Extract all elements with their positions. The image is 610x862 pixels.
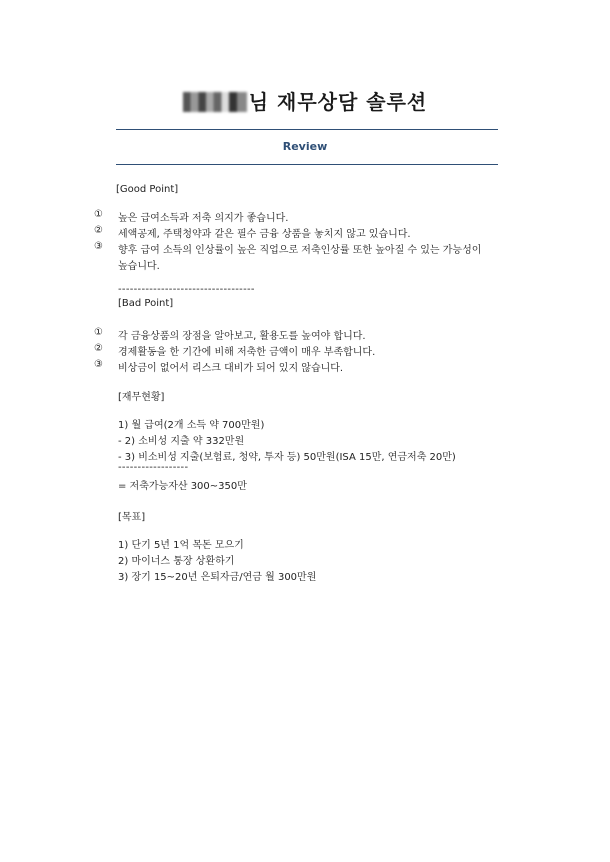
good-item-2-text: 세액공제, 주택청약과 같은 필수 금융 상품을 놓치지 않고 있습니다.: [118, 229, 411, 240]
good-item-1-text: 높은 급여소득과 저축 의지가 좋습니다.: [118, 213, 289, 224]
good-item-2-number: ②: [94, 225, 103, 236]
good-item-3-number: ③: [94, 241, 103, 252]
redacted-name: [183, 92, 247, 112]
finance-line-2: - 2) 소비성 지출 약 332만원: [118, 436, 245, 447]
good-item-1-number: ①: [94, 209, 103, 220]
page-title: [0, 86, 610, 115]
goals-heading: [목표]: [118, 512, 146, 523]
title-text: 님 재무상담 솔루션: [248, 90, 428, 114]
bottom-rule: [116, 164, 498, 165]
section-divider: -----------------------------------: [118, 284, 255, 295]
bad-item-3-number: ③: [94, 359, 103, 370]
top-rule: [116, 129, 498, 130]
bad-item-2-number: ②: [94, 343, 103, 354]
finance-line-3: - 3) 비소비성 지출(보험료, 청약, 투자 등) 50만원(ISA 15만, 연금저축 20만): [118, 452, 456, 463]
goal-line-1: 1) 단기 5년 1억 목돈 모으기: [118, 540, 244, 551]
good-item-3-text: 향후 급여 소득의 인상률이 높은 직업으로 저축인상률 또한 높아질 수 있는 가능성이: [118, 245, 482, 256]
bad-item-1-number: ①: [94, 327, 103, 338]
bad-item-2-text: 경제활동을 한 기간에 비해 저축한 금액이 매우 부족합니다.: [118, 347, 376, 358]
finance-line-1: 1) 월 급여(2개 소득 약 700만원): [118, 420, 265, 431]
good-point-heading: [Good Point]: [116, 184, 179, 195]
good-item-3-continued: 높습니다.: [118, 261, 160, 272]
finance-divider: ------------------: [118, 462, 189, 473]
finance-line-total: = 저축가능자산 300~350만: [118, 481, 247, 492]
bad-item-1-text: 각 금융상품의 장점을 알아보고, 활용도를 높여야 합니다.: [118, 331, 366, 342]
bad-item-3-text: 비상금이 없어서 리스크 대비가 되어 있지 않습니다.: [118, 363, 344, 374]
bad-point-heading: [Bad Point]: [118, 298, 174, 309]
finance-heading: [재무현황]: [118, 392, 165, 403]
goal-line-3: 3) 장기 15~20년 은퇴자금/연금 월 300만원: [118, 572, 317, 583]
goal-line-2: 2) 마이너스 통장 상환하기: [118, 556, 235, 567]
review-label: Review: [282, 140, 328, 153]
